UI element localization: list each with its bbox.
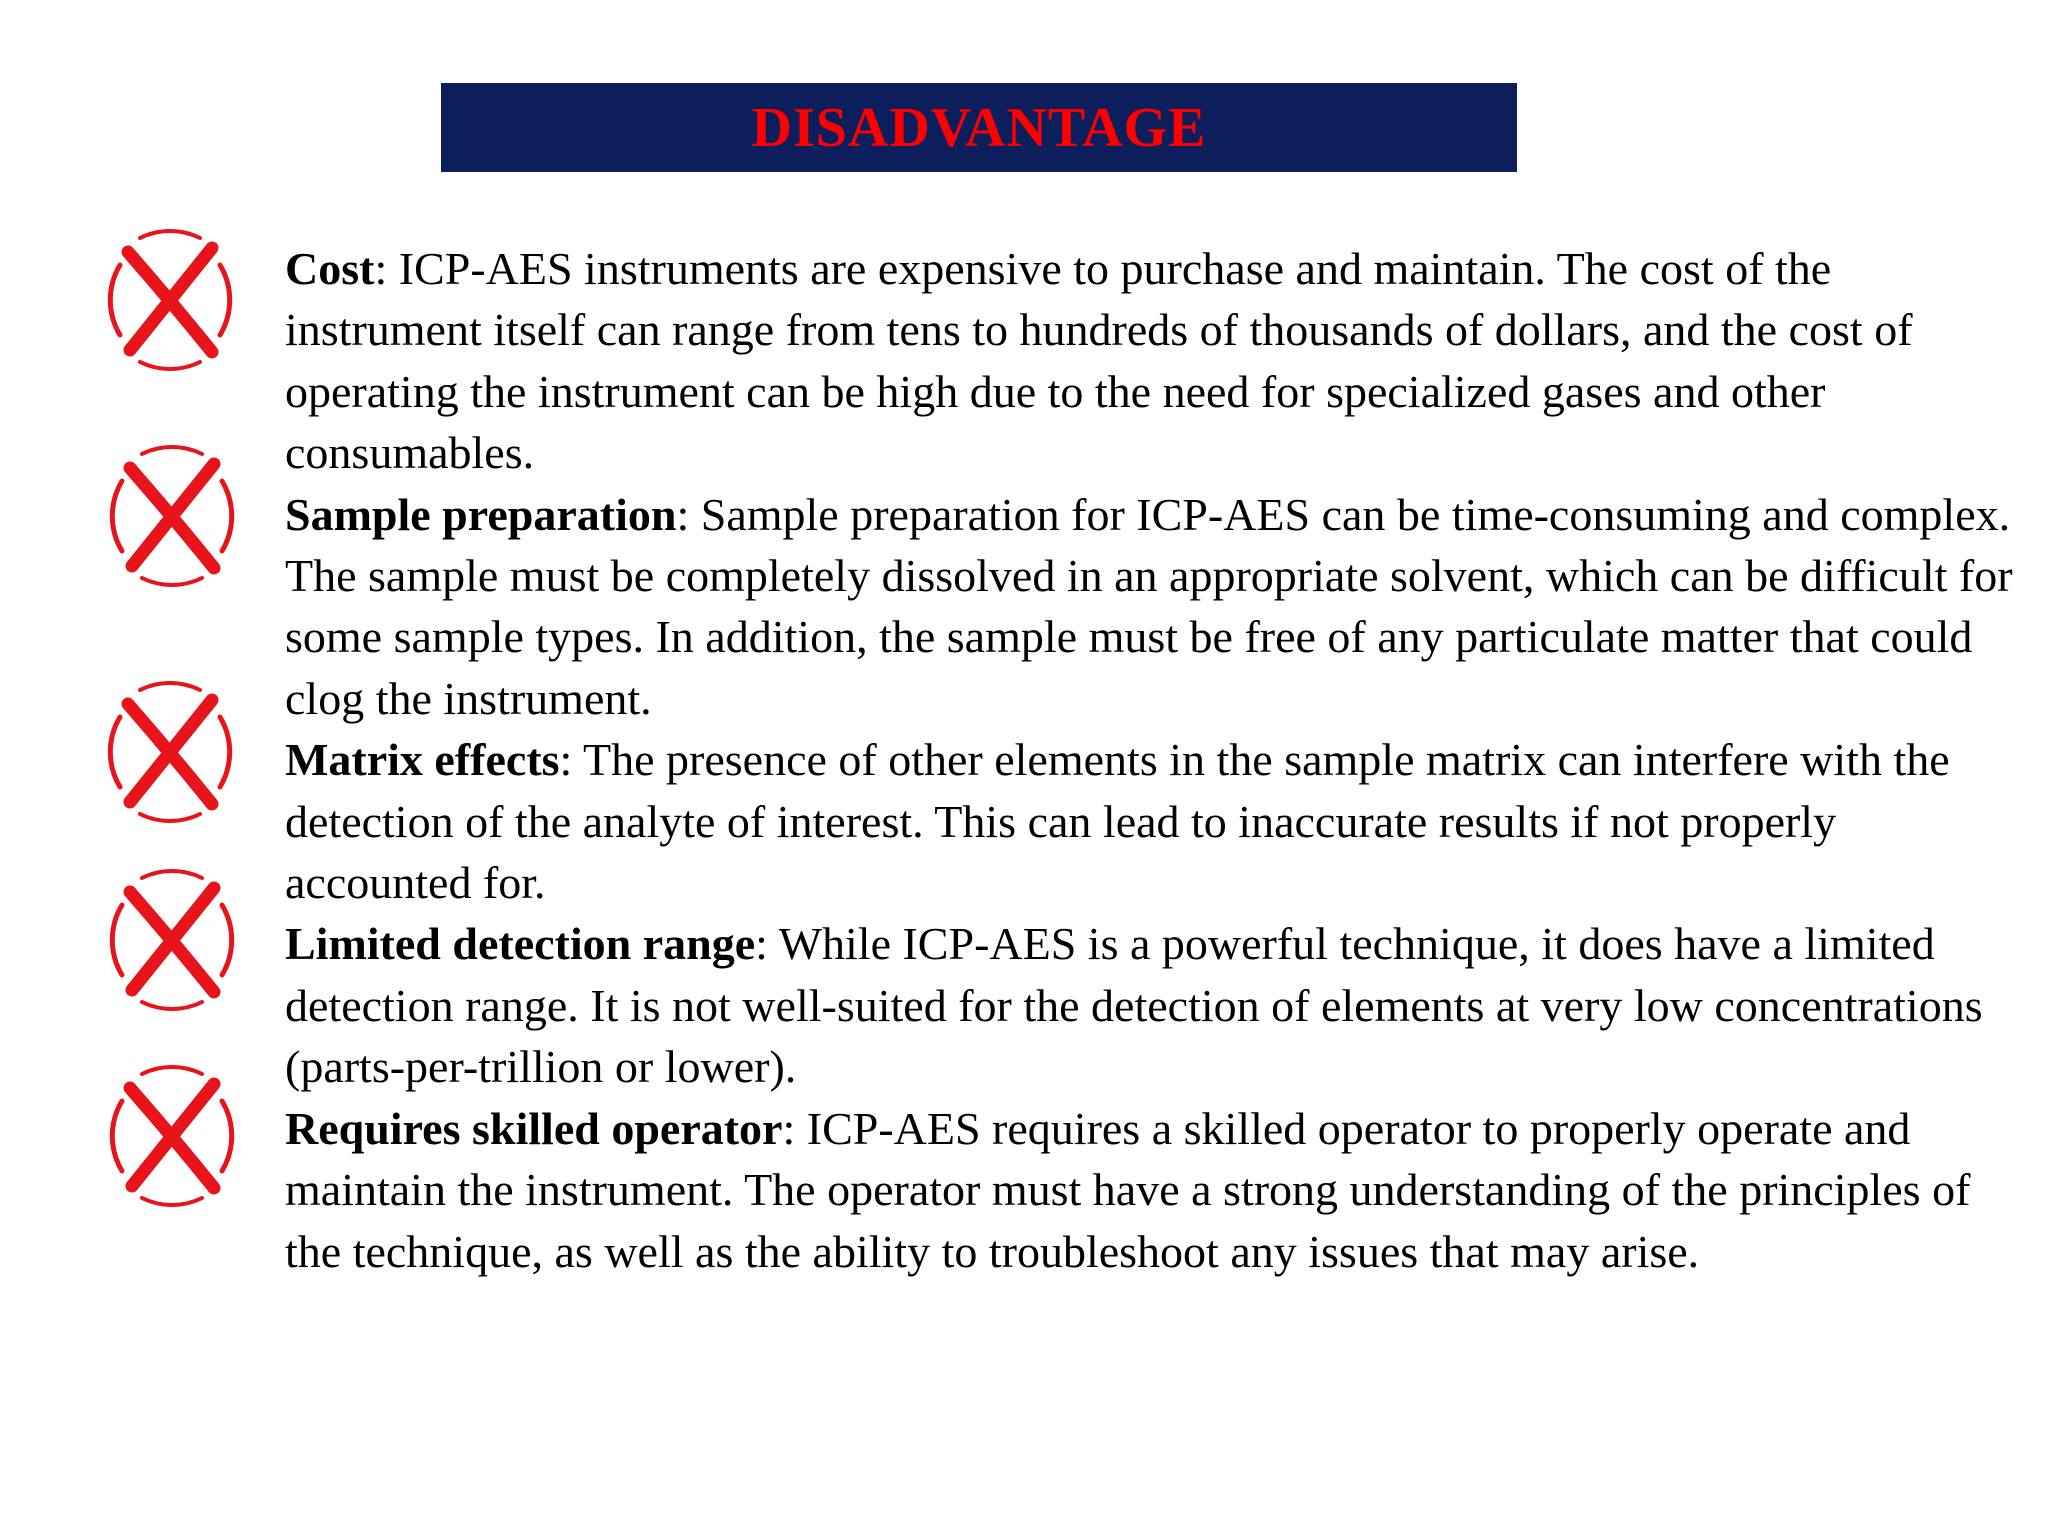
list-item-sample-preparation [285,484,2030,730]
item-separator: : [676,488,701,540]
item-separator: : [755,918,779,970]
x-mark-icon [90,672,250,832]
disadvantage-list [285,238,2030,1282]
item-separator: : [559,734,583,786]
item-description: Sample preparation for ICP-AES can be time-consuming and complex. The sample must be completely dissolved in an appropriate solvent, which can be difficult for some sample types. In addition, the sample must be free of any particulate matter that could clog the instrument. [285,488,2013,724]
title-banner [441,83,1517,172]
list-item-limited-detection-range [285,913,2030,1097]
item-description: While ICP-AES is a powerful technique, it does have a limited detection range. It is not well-suited for the detection of elements at very low concentrations (parts-per-trillion or lower). [285,918,1983,1093]
item-description: ICP-AES instruments are expensive to purchase and maintain. The cost of the instrument itself can range from tens to hundreds of thousands of dollars, and the cost of operating the instrument can be high due to the need for specialized gases and other consumables. [285,243,1913,479]
item-term: Sample preparation [285,488,677,540]
x-mark-icon [92,860,252,1020]
list-item-matrix-effects [285,729,2030,913]
item-term: Cost [285,243,375,294]
x-mark-icon [92,1056,252,1216]
x-mark-icon [90,220,250,380]
item-term: Matrix effects [285,734,560,786]
item-description: The presence of other elements in the sample matrix can interfere with the detection of the analyte of interest. This can lead to inaccurate results if not properly accounted for. [285,734,1950,909]
x-mark-icon [92,436,252,596]
item-separator: : [374,243,399,294]
page-title: DISADVANTAGE [751,96,1207,159]
item-term: Limited detection range [285,918,756,970]
list-item-requires-skilled-operator [285,1098,2030,1282]
item-description: ICP-AES requires a skilled operator to properly operate and maintain the instrument. The operator must have a strong understanding of the principles of the technique, as well as the ability to troubleshoot any issues that may arise. [285,1102,1971,1277]
list-item-cost [285,238,2030,484]
item-separator: : [782,1102,807,1154]
item-term: Requires skilled operator [285,1102,783,1154]
